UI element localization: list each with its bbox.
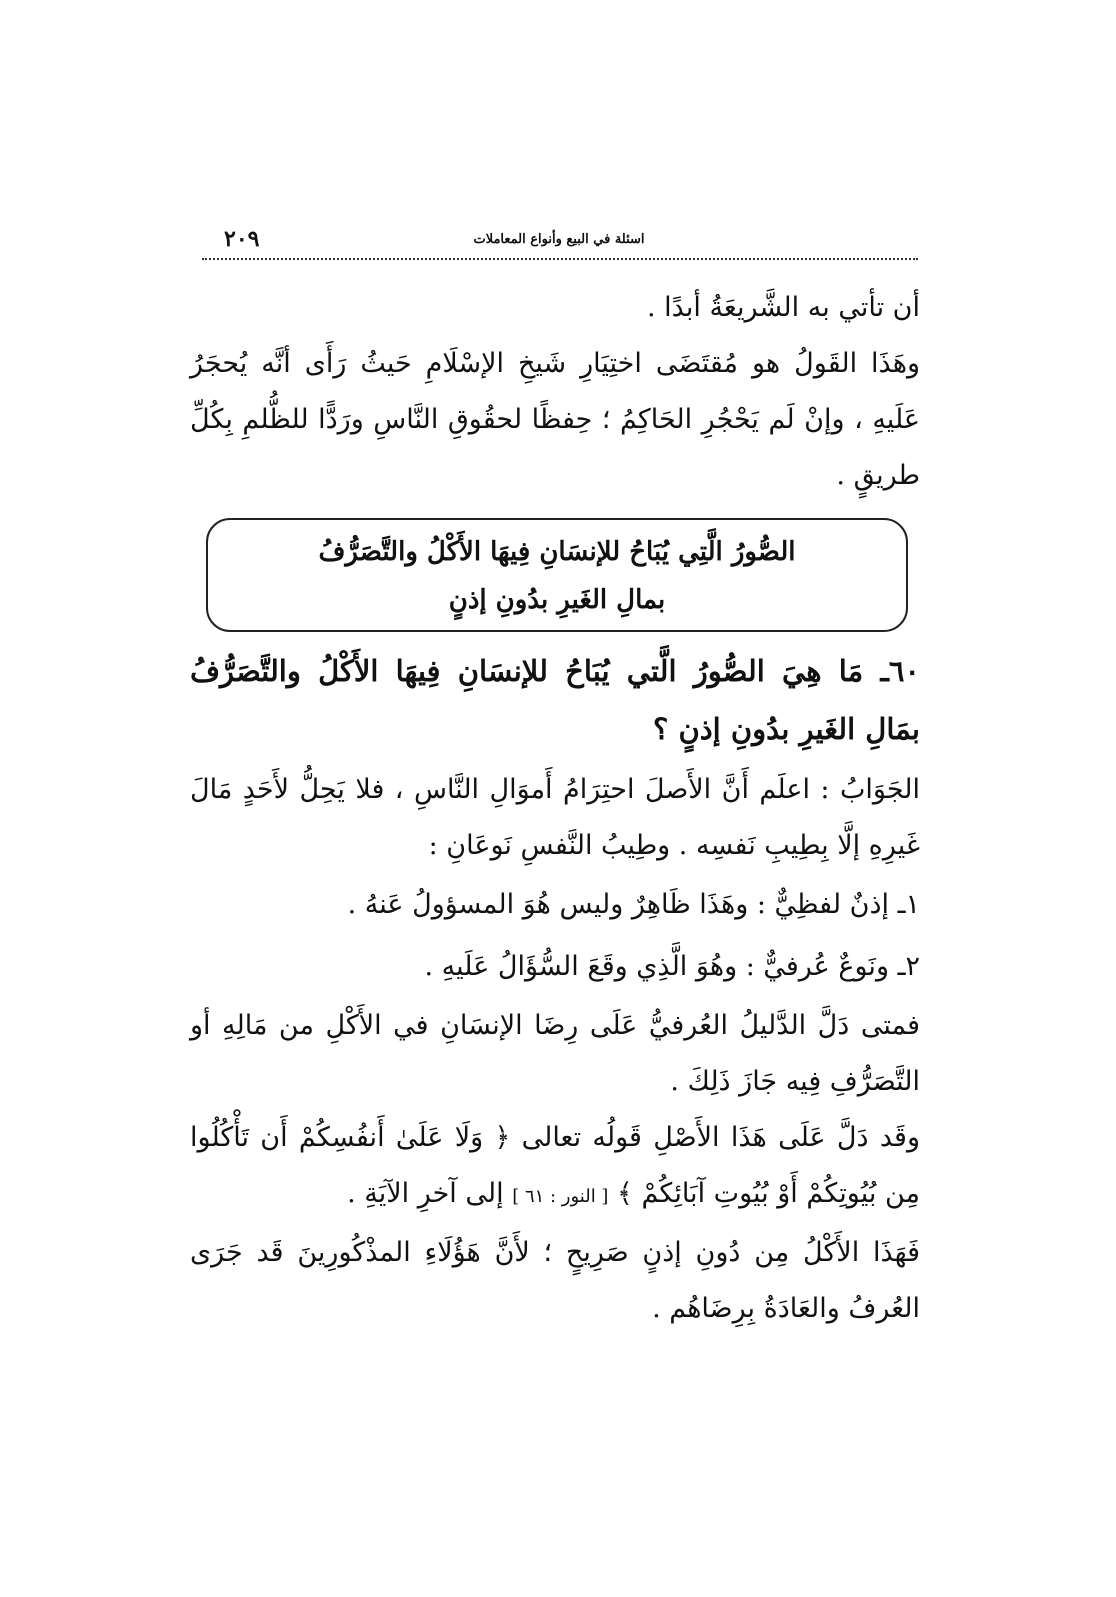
section-heading-line2: بمالِ الغَيرِ بدُونِ إذنٍ bbox=[448, 585, 666, 615]
page-body bbox=[190, 280, 920, 1337]
list-item: ٢ـ ونَوعٌ عُرفيٌّ : وهُوَ الَّذِي وقَعَ السُّؤَالُ عَلَيهِ . bbox=[424, 951, 920, 982]
page-header bbox=[200, 222, 918, 262]
running-title: اسئلة في البيع وأنواع المعاملات bbox=[473, 232, 645, 247]
header-divider bbox=[202, 258, 918, 260]
paragraph-continuation: أن تأتي به الشَّريعَةُ أبدًا . bbox=[647, 292, 920, 323]
ayah-tail: إلى آخرِ الآيَةِ . bbox=[347, 1178, 513, 1209]
section-heading-line1: الصُّورُ الَّتِي يُبَاحُ للإنسَانِ فِيهَا الأَكْلُ والتَّصَرُّفُ bbox=[318, 537, 796, 567]
page-number: ٢٠٩ bbox=[224, 226, 260, 252]
paragraph-urf: فمتى دَلَّ الدَّليلُ العُرفيُّ عَلَى رِضَا الإنسَانِ في الأَكْلِ من مَالِهِ أو التَّصَرُّفِ فِيه جَازَ ذَلِكَ . bbox=[190, 1010, 920, 1097]
section-heading-box bbox=[206, 518, 908, 632]
paragraph-ayah bbox=[190, 1110, 920, 1225]
answer-intro: الجَوَابُ : اعلَم أَنَّ الأَصلَ احتِرَامُ أَموَالِ النَّاسِ ، فلا يَحِلُّ لأَحَدٍ مَالَ غَيرِهِ إلَّا بِطِيبِ نَفسِه . وطِيبُ النَّفسِ نَوعَانِ : bbox=[190, 774, 920, 861]
question-60: ٦٠ـ مَا هِيَ الصُّورُ الَّتي يُبَاحُ للإنسَانِ فِيهَا الأَكْلُ والتَّصَرُّفُ بمَالِ الغَيرِ بدُونِ إذنٍ ؟ bbox=[190, 654, 920, 746]
list-item: ١ـ إذنٌ لفظِيٌّ : وهَذَا ظَاهِرٌ وليس هُوَ المسؤولُ عَنهُ . bbox=[347, 889, 920, 920]
paragraph-final: فَهَذَا الأَكْلُ مِن دُونِ إذنٍ صَرِيحٍ ؛ لأَنَّ هَؤُلَاءِ المذْكُورِينَ قَد جَرَى العُرفُ والعَادَةُ بِرِضَاهُم . bbox=[190, 1237, 920, 1324]
ayah-reference: [ النور : ٦١ ] bbox=[512, 1186, 609, 1207]
paragraph-opinion: وهَذَا القَولُ هو مُقتَضَى اختِيَارِ شَيخِ الإسْلَامِ حَيثُ رَأَى أنَّه يُحجَرُ عَلَيهِ ، وإنْ لَم يَحْجُرِ الحَاكِمُ ؛ حِفظًا لحقُوقِ النَّاسِ ورَدًّا للظُّلمِ بِكُلِّ طريقٍ . bbox=[190, 348, 920, 491]
ayah-text: وقَد دَلَّ عَلَى هَذَا الأَصْلِ قَولُه تعالى ﴿ وَلَا عَلَىٰ أَنفُسِكُمْ أَن تَأْكُلُوا مِن بُيُوتِكُمْ أَوْ بُيُوتِ آبَائِكُمْ ﴾ bbox=[190, 1122, 920, 1209]
